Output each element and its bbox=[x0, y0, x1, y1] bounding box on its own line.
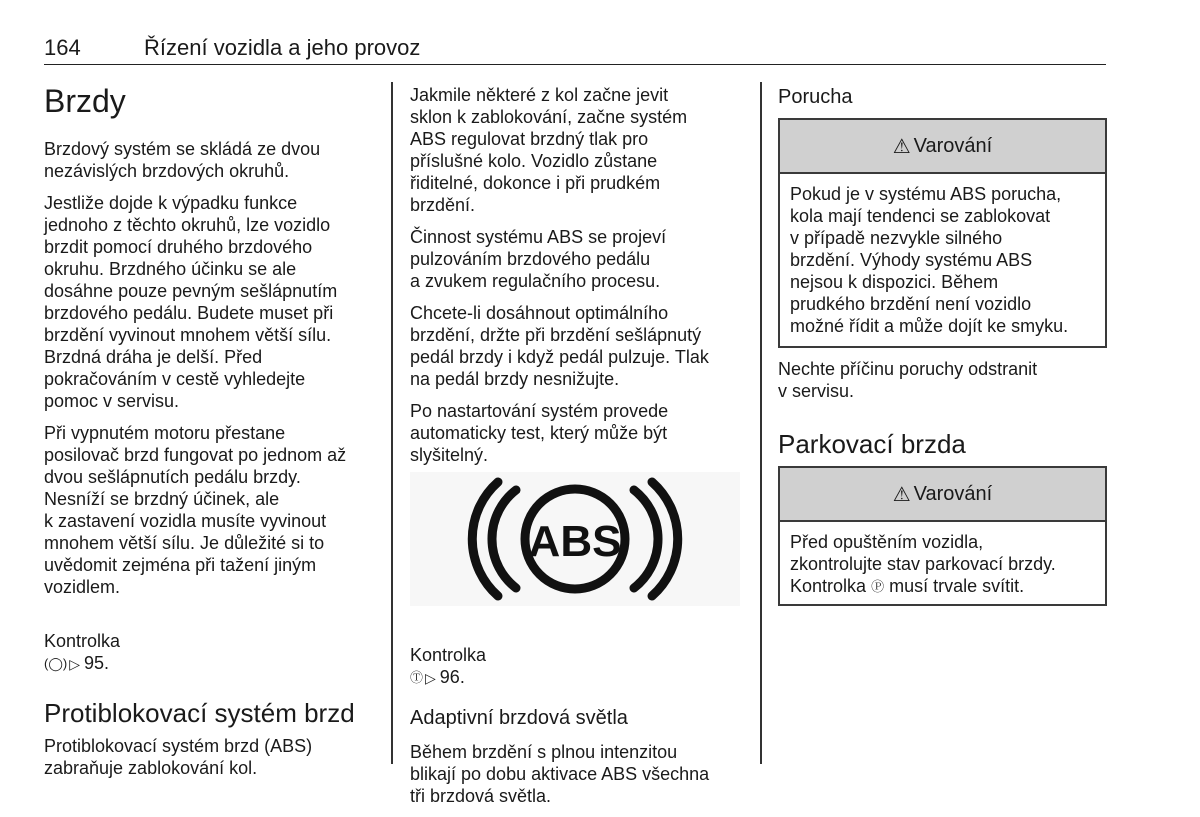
paragraph: Jestliže dojde k výpadku funkce jednoho z těchto okruhů, lze vozidlo brzdit pomocí druhého brzdového okruhu. Brzdného účinku se ale dosáhne pouze pevným sešlápnutím brzdového pedálu. Budete muset při brzdění vyvinout mnohem větší sílu. Brzdná dráha je delší. Před pokračováním v cestě vyhledejte pomoc v servisu. bbox=[44, 193, 338, 411]
warning-body bbox=[780, 522, 1105, 604]
chapter-title: Řízení vozidla a jeho provoz bbox=[144, 35, 421, 60]
warning-title-text: Varování bbox=[913, 134, 993, 157]
kontrolka-label: Kontrolka bbox=[410, 645, 487, 665]
warning-body-text: Před opuštěním vozidla, zkontrolujte stav parkovací brzdy. Kontrolka bbox=[790, 532, 1056, 596]
brake-warning-icon: (◯) bbox=[44, 656, 68, 671]
kontrolka-label: Kontrolka bbox=[44, 631, 121, 651]
warning-box-parking-brake bbox=[778, 466, 1107, 606]
subsection-heading-adaptive-lights: Adaptivní brzdová světla bbox=[410, 707, 628, 729]
paragraph: Jakmile některé z kol začne jevit sklon k zablokování, začne systém ABS regulovat brzdný tlak pro příslušné kolo. Vozidlo zůstane řiditelné, dokonce i při prudkém brzdění. bbox=[410, 85, 688, 215]
paragraph: Nechte příčinu poruchy odstranit v servisu. bbox=[778, 359, 1038, 401]
paragraph: Při vypnutém motoru přestane posilovač brzd fungovat po jednom až dvou sešlápnutích pedálu brzdy. Nesníží se brzdný účinek, ale k zastavení vozidla musíte vyvinout mnohem větší sílu. Je důležité si to uvědomit zejména při tažení jiným vozidlem. bbox=[44, 423, 347, 597]
warning-title-text: Varování bbox=[913, 482, 993, 505]
abs-icon-text: ABS bbox=[528, 517, 622, 566]
warning-box-abs-fault bbox=[778, 118, 1107, 348]
subsection-heading-porucha: Porucha bbox=[778, 86, 853, 108]
paragraph: Po nastartování systém provede automaticky test, který může být slyšitelný. bbox=[410, 401, 669, 465]
paragraph: Během brzdění s plnou intenzitou blikají po dobu aktivace ABS všechna tři brzdová světla. bbox=[410, 742, 710, 806]
warning-triangle-icon: ⚠ bbox=[892, 135, 911, 158]
column-divider-left bbox=[391, 82, 393, 764]
paragraph: Činnost systému ABS se projeví pulzováním brzdového pedálu a zvukem regulačního procesu. bbox=[410, 227, 667, 291]
abs-warning-light-figure bbox=[410, 472, 740, 606]
page-ref-arrow-icon: ▷ bbox=[69, 656, 80, 672]
abs-icon bbox=[410, 472, 740, 606]
column-2-lower bbox=[410, 622, 750, 817]
page-reference[interactable]: 96. bbox=[439, 667, 465, 687]
section-heading-parking-brake: Parkovací brzda bbox=[778, 429, 966, 459]
warning-title bbox=[780, 468, 1105, 522]
warning-body-text-end: musí trvale svítit. bbox=[889, 576, 1025, 596]
column-2 bbox=[410, 84, 750, 476]
paragraph: Protiblokovací systém brzd (ABS) zabraňuje zablokování kol. bbox=[44, 736, 313, 778]
page-ref-arrow-icon: ▷ bbox=[425, 670, 436, 686]
kontrolka-reference bbox=[410, 622, 750, 689]
page-header bbox=[44, 34, 1106, 65]
subsection-heading-abs: Protiblokovací systém brzd bbox=[44, 698, 355, 728]
column-3-middle bbox=[778, 358, 1108, 412]
section-heading-brzdy: Brzdy bbox=[44, 83, 126, 119]
page-reference[interactable]: 95. bbox=[84, 653, 110, 673]
paragraph: Brzdový systém se skládá ze dvou nezávislých brzdových okruhů. bbox=[44, 139, 321, 181]
page-number: 164 bbox=[44, 35, 81, 60]
warning-title bbox=[780, 120, 1105, 174]
column-divider-right bbox=[760, 82, 762, 764]
paragraph: Chcete-li dosáhnout optimálního brzdění, držte při brzdění sešlápnutý pedál brzdy i když pedál pulzuje. Tlak na pedál brzdy nesnižujte. bbox=[410, 303, 709, 389]
warning-body: Pokud je v systému ABS porucha, kola mají tendenci se zablokovat v případě nezvykle silného brzdění. Výhody systému ABS nejsou k dispozici. Během prudkého brzdění není vozidlo možné řídit a může dojít ke smyku. bbox=[790, 184, 1069, 336]
warning-triangle-icon: ⚠ bbox=[892, 483, 911, 506]
column-3-parking bbox=[778, 428, 1108, 460]
parking-brake-icon: Ⓟ bbox=[871, 579, 885, 594]
column-3 bbox=[778, 84, 1108, 120]
kontrolka-reference bbox=[44, 608, 384, 675]
column-1 bbox=[44, 82, 384, 789]
abs-small-icon: Ⓣ bbox=[410, 670, 424, 685]
